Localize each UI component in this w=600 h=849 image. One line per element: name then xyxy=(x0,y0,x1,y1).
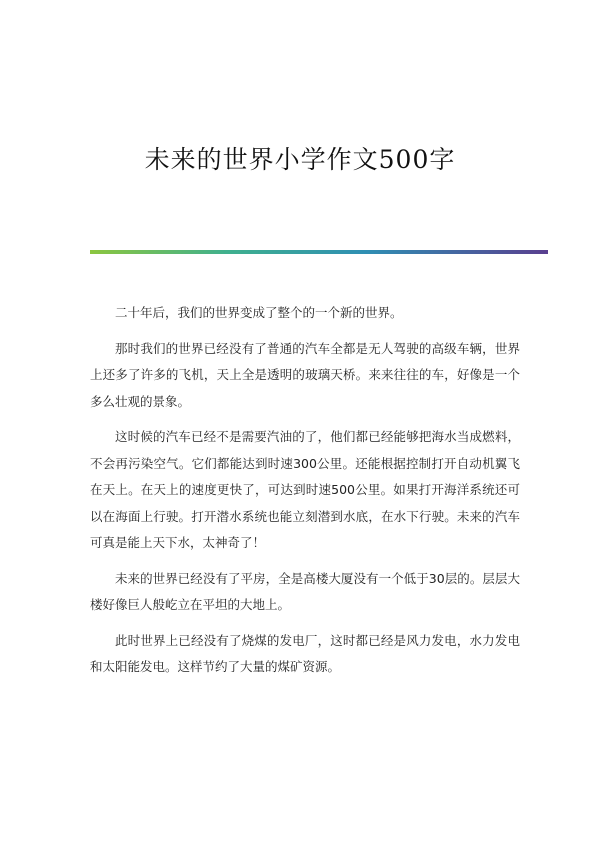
title-divider xyxy=(90,250,548,254)
paragraph: 此时世界上已经没有了烧煤的发电厂，这时都已经是风力发电，水力发电和太阳能发电。这样节约了大量的煤矿资源。 xyxy=(90,632,520,674)
paragraph: 这时候的汽车已经不是需要汽油的了，他们都已经能够把海水当成燃料，不会再污染空气。它们都能达到时速300公里。还能根据控制打开自动机翼飞在天上。在天上的速度更快了，可达到时速500公里。如果打开海洋系统还可以在海面上行驶。打开潜水系统也能立刻潜到水底，在水下行驶。未来的汽车可真是能上天下水，太神奇了！ xyxy=(90,429,520,550)
document-title: 未来的世界小学作文500字 xyxy=(144,145,456,174)
paragraph: 二十年后，我们的世界变成了整个的一个新的世界。 xyxy=(115,305,403,320)
document-body xyxy=(90,300,520,690)
paragraph: 那时我们的世界已经没有了普通的汽车全都是无人驾驶的高级车辆，世界上还多了许多的飞机，天上全是透明的玻璃天桥。来来往往的车，好像是一个多么壮观的景象。 xyxy=(90,340,520,409)
paragraph: 未来的世界已经没有了平房，全是高楼大厦没有一个低于30层的。层层大楼好像巨人般屹立在平坦的大地上。 xyxy=(90,570,520,612)
